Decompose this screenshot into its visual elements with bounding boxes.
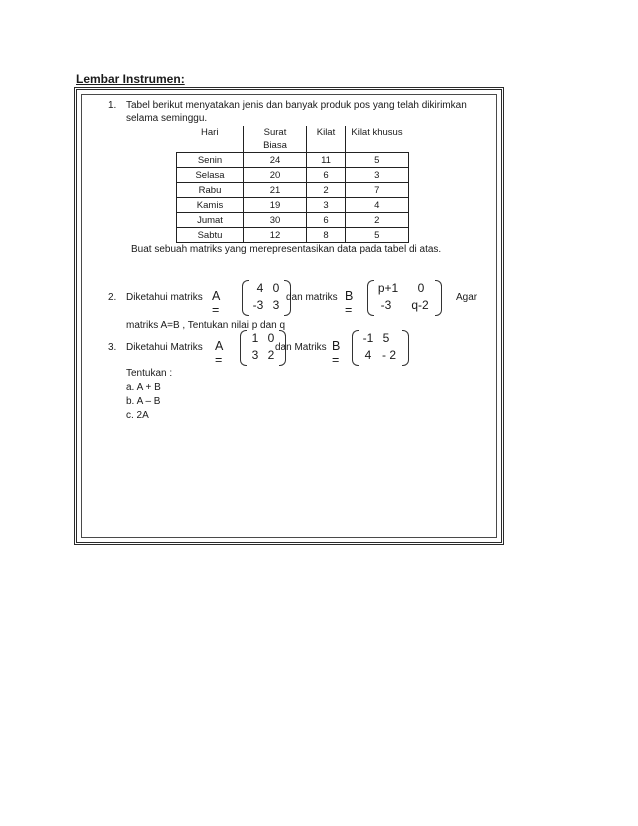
- table-row: [177, 168, 409, 183]
- q3-item-c: c. 2A: [126, 410, 149, 421]
- table-cell: 30: [244, 213, 307, 228]
- q3-tentukan: Tentukan :: [126, 368, 173, 379]
- table-row: [177, 183, 409, 198]
- q2-mid: dan matriks: [286, 292, 338, 303]
- table-cell: 19: [244, 198, 307, 213]
- q1-number: 1.: [108, 100, 117, 111]
- matrix-cell: -3: [252, 298, 264, 312]
- q3-matrix-b-label: B =: [332, 339, 341, 367]
- q2-tail: Agar: [456, 292, 478, 303]
- table-cell: Rabu: [177, 183, 244, 198]
- table-cell: 6: [307, 168, 346, 183]
- product-table: [176, 126, 409, 243]
- table-cell: 3: [307, 198, 346, 213]
- matrix-cell: 0: [272, 281, 280, 295]
- table-cell: Senin: [177, 153, 244, 168]
- q2-line2: matriks A=B , Tentukan nilai p dan q: [126, 320, 286, 331]
- matrix-cell: - 2: [381, 348, 396, 362]
- table-cell: Selasa: [177, 168, 244, 183]
- table-row: [177, 228, 409, 243]
- table-cell: 2: [346, 213, 409, 228]
- page-heading: Lembar Instrumen:: [76, 72, 185, 86]
- matrix-cell: 0: [267, 331, 275, 345]
- table-row: [177, 198, 409, 213]
- table-cell: 11: [307, 153, 346, 168]
- table-cell: 24: [244, 153, 307, 168]
- q2-matrix-b-label: B =: [345, 289, 354, 317]
- table-cell: 5: [346, 228, 409, 243]
- matrix-cell: 4: [256, 281, 264, 295]
- q3-item-b: b. A – B: [126, 396, 161, 407]
- table-row: [177, 213, 409, 228]
- q2-number: 2.: [108, 292, 117, 303]
- matrix-cell: 0: [417, 281, 425, 295]
- table-cell: 7: [346, 183, 409, 198]
- matrix-cell: 3: [272, 298, 280, 312]
- header-surat-biasa: [244, 126, 307, 153]
- table-cell: 12: [244, 228, 307, 243]
- table-cell: 21: [244, 183, 307, 198]
- table-cell: 5: [346, 153, 409, 168]
- header-kilat-khusus: Kilat khusus: [346, 126, 409, 153]
- header-hari: Hari: [177, 126, 244, 153]
- matrix-cell: p+1: [377, 281, 399, 295]
- q2-lead: Diketahui matriks: [126, 292, 203, 303]
- table-header-row: [177, 126, 409, 153]
- table-cell: Sabtu: [177, 228, 244, 243]
- matrix-cell: 1: [251, 331, 259, 345]
- header-surat-line2: Biasa: [263, 140, 287, 151]
- q1-text-line2: selama seminggu.: [126, 113, 208, 124]
- table-cell: Jumat: [177, 213, 244, 228]
- right-paren: [402, 330, 409, 366]
- table-cell: 3: [346, 168, 409, 183]
- table-cell: 6: [307, 213, 346, 228]
- q1-task: Buat sebuah matriks yang merepresentasikan data pada tabel di atas.: [131, 244, 442, 255]
- table-cell: Kamis: [177, 198, 244, 213]
- matrix-cell: 5: [382, 331, 390, 345]
- matrix-cell: -1: [362, 331, 374, 345]
- matrix-cell: 2: [267, 348, 275, 362]
- q3-lead: Diketahui Matriks: [126, 342, 203, 353]
- matrix-cell: 4: [364, 348, 372, 362]
- table-cell: 8: [307, 228, 346, 243]
- q3-mid: dan Matriks: [275, 342, 327, 353]
- table-cell: 20: [244, 168, 307, 183]
- table-cell: 2: [307, 183, 346, 198]
- q3-number: 3.: [108, 342, 117, 353]
- matrix-cell: -3: [380, 298, 392, 312]
- matrix-cell: 3: [251, 348, 259, 362]
- q1-text-line1: Tabel berikut menyatakan jenis dan banyak produk pos yang telah dikirimkan: [126, 100, 467, 111]
- q2-matrix-a-label: A =: [212, 289, 220, 317]
- matrix-cell: q-2: [411, 298, 429, 312]
- q3-matrix-a-label: A =: [215, 339, 223, 367]
- header-surat-line1: Surat: [263, 127, 287, 138]
- table-cell: 4: [346, 198, 409, 213]
- right-paren: [435, 280, 442, 316]
- header-kilat: Kilat: [307, 126, 346, 153]
- table-row: [177, 153, 409, 168]
- q3-item-a: a. A + B: [126, 382, 161, 393]
